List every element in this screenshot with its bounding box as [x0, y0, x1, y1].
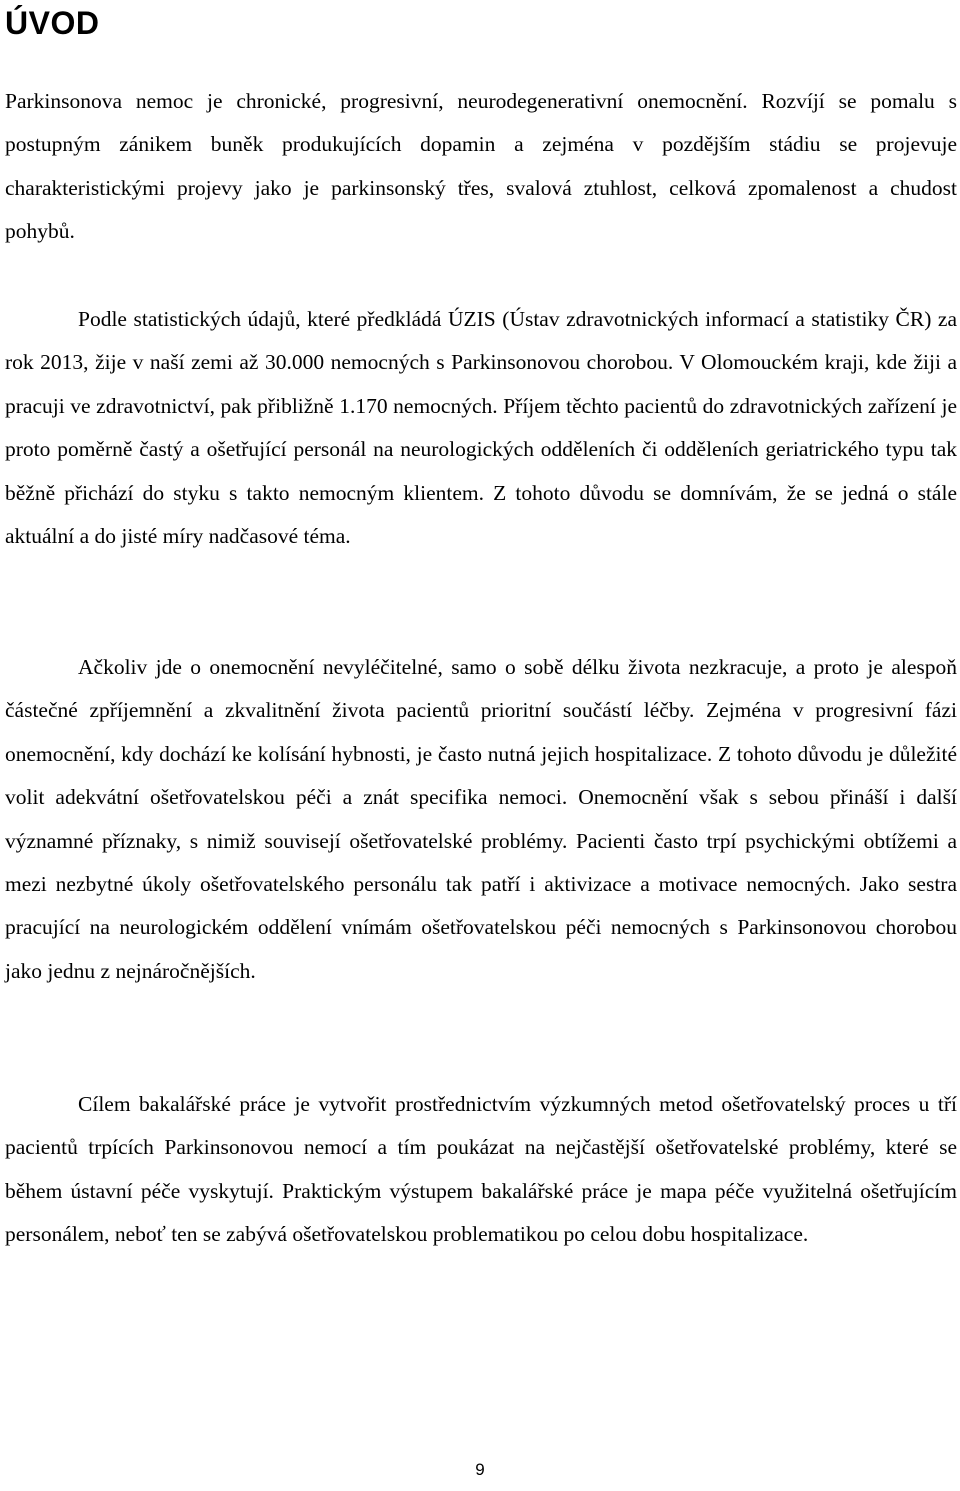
- paragraph-statistics: Podle statistických údajů, které předkládá ÚZIS (Ústav zdravotnických informací a statistiky ČR) za rok 2013, žije v naší zemi až 30.000 nemocných s Parkinsonovou chorobou. V Olomouckém kraji, kde žiji a pracuji ve zdravotnictví, pak přibližně 1.170 nemocných. Příjem těchto pacientů do zdravotnických zařízení je proto poměrně častý a ošetřující personál na neurologických odděleních či odděleních geriatrického typu tak běžně přichází do styku s takto nemocným klientem. Z tohoto důvodu se domnívám, že se jedná o stále aktuální a do jisté míry nadčasové téma.: [5, 307, 957, 549]
- paragraph-intro: Parkinsonova nemoc je chronické, progresivní, neurodegenerativní onemocnění. Rozvíjí se pomalu s postupným zánikem buněk produkujících dopamin a zejména v pozdějším stádiu se projevuje charakteristickými projevy jako je parkinsonský třes, svalová ztuhlost, celková zpomalenost a chudost pohybů.: [5, 89, 957, 244]
- paragraph-goal: Cílem bakalářské práce je vytvořit prostřednictvím výzkumných metod ošetřovatelský proces u tří pacientů trpících Parkinsonovou nemocí a tím poukázat na nejčastější ošetřovatelské problémy, které se během ústavní péče vyskytují. Praktickým výstupem bakalářské práce je mapa péče využitelná ošetřujícím personálem, neboť ten se zabývá ošetřovatelskou problematikou po celou dobu hospitalizace.: [5, 1092, 957, 1247]
- page-number: 9: [475, 1460, 485, 1479]
- paragraph-care: Ačkoliv jde o onemocnění nevyléčitelné, samo o sobě délku života nezkracuje, a proto je alespoň částečné zpříjemnění a zkvalitnění života pacientů prioritní součástí léčby. Zejména v progresivní fázi onemocnění, kdy dochází ke kolísání hybnosti, je často nutná jejich hospitalizace. Z tohoto důvodu je důležité volit adekvátní ošetřovatelskou péči a znát specifika nemoci. Onemocnění však s sebou přináší i další významné příznaky, s nimiž souvisejí ošetřovatelské problémy. Pacienti často trpí psychickými obtížemi a mezi nezbytné úkoly ošetřovatelského personálu tak patří i aktivizace a motivace nemocných. Jako sestra pracující na neurologickém oddělení vnímám ošetřovatelskou péči nemocných s Parkinsonovou chorobou jako jednu z nejnáročnějších.: [5, 655, 957, 983]
- section-heading: ÚVOD: [5, 5, 100, 41]
